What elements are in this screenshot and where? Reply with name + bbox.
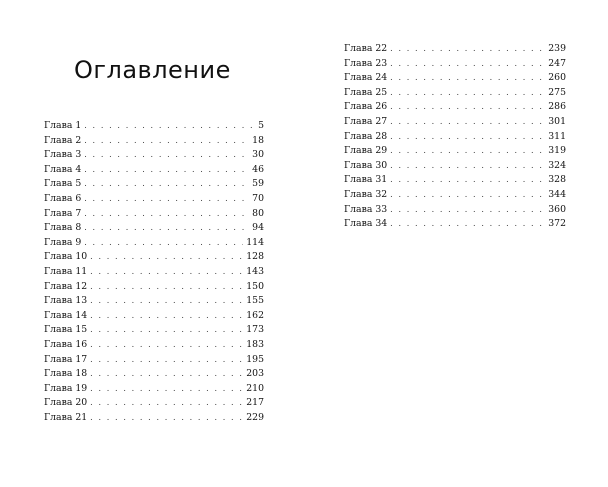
toc-entry[interactable] xyxy=(44,236,264,251)
dot-leader xyxy=(84,192,249,207)
dot-leader xyxy=(390,217,545,232)
toc-entry-label: Глава 12 xyxy=(44,280,88,292)
toc-entry-page-number: 80 xyxy=(252,207,264,219)
toc-entry-label: Глава 15 xyxy=(44,324,88,336)
toc-entry-label: Глава 18 xyxy=(44,368,88,380)
toc-entry-label: Глава 25 xyxy=(344,86,388,98)
toc-entry[interactable] xyxy=(344,130,566,145)
toc-entry-page-number: 217 xyxy=(246,397,264,409)
toc-entry-page-number: 5 xyxy=(258,120,264,131)
toc-entry-page-number: 162 xyxy=(246,309,264,321)
toc-entry-page-number: 275 xyxy=(548,86,566,98)
toc-entry[interactable] xyxy=(44,367,264,382)
dot-leader xyxy=(90,367,243,382)
toc-entry-label: Глава 1 xyxy=(44,120,82,131)
toc-entry-label: Глава 20 xyxy=(44,397,88,409)
toc-entry-label: Глава 16 xyxy=(44,338,88,350)
toc-entry-page-number: 173 xyxy=(246,324,264,336)
toc-entry[interactable] xyxy=(44,323,264,338)
toc-entry[interactable] xyxy=(44,411,264,426)
toc-entry[interactable] xyxy=(44,221,264,236)
dot-leader xyxy=(390,144,545,159)
toc-entry[interactable] xyxy=(44,265,264,280)
dot-leader xyxy=(390,57,545,72)
toc-entry-label: Глава 34 xyxy=(344,218,388,230)
dot-leader xyxy=(90,323,243,338)
toc-entry[interactable] xyxy=(44,163,264,178)
toc-entry-page-number: 324 xyxy=(548,159,566,171)
toc-entry[interactable] xyxy=(344,159,566,174)
toc-entry[interactable] xyxy=(44,207,264,222)
toc-entry-label: Глава 13 xyxy=(44,295,88,307)
dot-leader xyxy=(390,159,545,174)
dot-leader xyxy=(90,382,243,397)
dot-leader xyxy=(84,236,243,251)
toc-entry-page-number: 183 xyxy=(246,338,264,350)
toc-entry-label: Глава 4 xyxy=(44,163,82,175)
toc-entry-label: Глава 10 xyxy=(44,251,88,263)
dot-leader xyxy=(390,100,545,115)
toc-entry[interactable] xyxy=(344,217,566,232)
toc-entry[interactable] xyxy=(344,71,566,86)
toc-entry-page-number: 239 xyxy=(548,43,566,54)
toc-entry-label: Глава 3 xyxy=(44,149,82,161)
toc-entry-label: Глава 32 xyxy=(344,188,388,200)
toc-entry-page-number: 94 xyxy=(252,222,264,234)
toc-entry-page-number: 360 xyxy=(548,203,566,215)
toc-entry-page-number: 155 xyxy=(246,295,264,307)
toc-entry-label: Глава 33 xyxy=(344,203,388,215)
toc-entry-label: Глава 9 xyxy=(44,236,82,248)
dot-leader xyxy=(390,42,545,57)
dot-leader xyxy=(90,265,243,280)
dot-leader xyxy=(84,221,249,236)
toc-entry-page-number: 203 xyxy=(246,368,264,380)
toc-entry-label: Глава 22 xyxy=(344,43,388,54)
dot-leader xyxy=(84,134,249,149)
toc-entry-page-number: 195 xyxy=(246,353,264,365)
toc-entry-page-number: 114 xyxy=(246,236,264,248)
dot-leader xyxy=(90,309,243,324)
dot-leader xyxy=(90,353,243,368)
toc-entry-label: Глава 28 xyxy=(344,130,388,142)
toc-entry-page-number: 328 xyxy=(548,174,566,186)
toc-entry-page-number: 70 xyxy=(252,192,264,204)
dot-leader xyxy=(390,130,545,145)
dot-leader xyxy=(90,294,243,309)
toc-entry[interactable] xyxy=(344,100,566,115)
toc-entry[interactable] xyxy=(44,309,264,324)
dot-leader xyxy=(390,203,545,218)
toc-entry-page-number: 286 xyxy=(548,101,566,113)
toc-entry-page-number: 150 xyxy=(246,280,264,292)
toc-entry[interactable] xyxy=(344,173,566,188)
toc-entry[interactable] xyxy=(44,192,264,207)
toc-entry-label: Глава 5 xyxy=(44,178,82,190)
toc-entry[interactable] xyxy=(44,294,264,309)
toc-entry[interactable] xyxy=(344,144,566,159)
toc-entry-page-number: 46 xyxy=(252,163,264,175)
dot-leader xyxy=(84,177,249,192)
toc-entry-label: Глава 23 xyxy=(344,57,388,69)
toc-entry-page-number: 301 xyxy=(548,115,566,127)
dot-leader xyxy=(90,280,243,295)
toc-entry-label: Глава 26 xyxy=(344,101,388,113)
toc-entry-page-number: 311 xyxy=(548,130,566,142)
toc-entry[interactable] xyxy=(44,119,264,134)
toc-entry[interactable] xyxy=(44,280,264,295)
toc-entry-page-number: 260 xyxy=(548,72,566,84)
toc-entry-label: Глава 11 xyxy=(44,265,88,277)
toc-list-right xyxy=(344,42,566,232)
dot-leader xyxy=(90,338,243,353)
dot-leader xyxy=(90,396,243,411)
toc-entry-label: Глава 14 xyxy=(44,309,88,321)
toc-entry[interactable] xyxy=(344,203,566,218)
toc-entry-page-number: 229 xyxy=(246,411,264,423)
toc-entry-page-number: 143 xyxy=(246,265,264,277)
toc-entry[interactable] xyxy=(344,57,566,72)
toc-entry-label: Глава 6 xyxy=(44,192,82,204)
toc-entry-page-number: 247 xyxy=(548,57,566,69)
toc-entry[interactable] xyxy=(44,382,264,397)
toc-entry[interactable] xyxy=(44,148,264,163)
toc-list-left xyxy=(44,119,264,425)
toc-entry-label: Глава 2 xyxy=(44,134,82,146)
right-page xyxy=(304,0,608,487)
toc-entry[interactable] xyxy=(44,353,264,368)
toc-entry-page-number: 344 xyxy=(548,188,566,200)
toc-entry-label: Глава 29 xyxy=(344,145,388,157)
toc-entry-label: Глава 7 xyxy=(44,207,82,219)
toc-entry[interactable] xyxy=(44,338,264,353)
toc-entry[interactable] xyxy=(44,134,264,149)
toc-entry-label: Глава 27 xyxy=(344,115,388,127)
toc-entry-page-number: 372 xyxy=(548,218,566,230)
dot-leader xyxy=(390,188,545,203)
toc-entry-label: Глава 24 xyxy=(344,72,388,84)
toc-entry-page-number: 210 xyxy=(246,382,264,394)
dot-leader xyxy=(390,86,545,101)
toc-entry-label: Глава 30 xyxy=(344,159,388,171)
toc-entry-page-number: 319 xyxy=(548,145,566,157)
dot-leader xyxy=(390,115,545,130)
dot-leader xyxy=(90,411,243,426)
page-title: Оглавление xyxy=(74,56,231,85)
toc-entry[interactable] xyxy=(344,115,566,130)
toc-entry[interactable] xyxy=(44,250,264,265)
toc-entry[interactable] xyxy=(344,86,566,101)
toc-entry-label: Глава 19 xyxy=(44,382,88,394)
dot-leader xyxy=(84,207,249,222)
toc-entry[interactable] xyxy=(344,42,566,57)
toc-entry-label: Глава 8 xyxy=(44,222,82,234)
toc-entry-page-number: 18 xyxy=(252,134,264,146)
toc-entry-label: Глава 21 xyxy=(44,411,88,423)
toc-entry-label: Глава 17 xyxy=(44,353,88,365)
dot-leader xyxy=(90,250,243,265)
dot-leader xyxy=(84,119,255,134)
toc-entry[interactable] xyxy=(44,396,264,411)
dot-leader xyxy=(390,71,545,86)
toc-entry-page-number: 128 xyxy=(246,251,264,263)
dot-leader xyxy=(84,163,249,178)
toc-entry-label: Глава 31 xyxy=(344,174,388,186)
toc-entry-page-number: 59 xyxy=(252,178,264,190)
toc-entry[interactable] xyxy=(44,177,264,192)
dot-leader xyxy=(84,148,249,163)
toc-entry[interactable] xyxy=(344,188,566,203)
dot-leader xyxy=(390,173,545,188)
toc-entry-page-number: 30 xyxy=(252,149,264,161)
